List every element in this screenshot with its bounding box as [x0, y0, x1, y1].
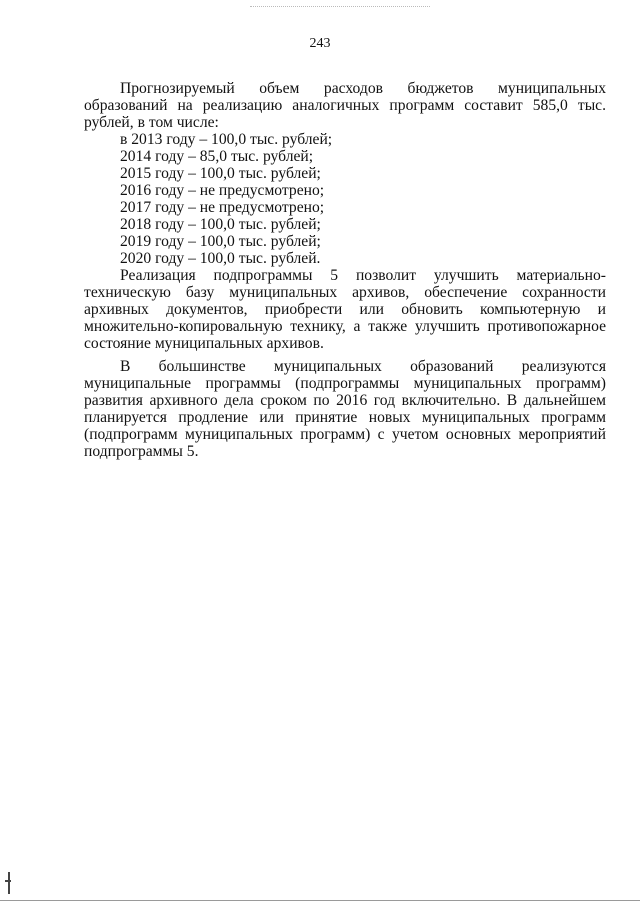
- year-item-2014: 2014 году – 85,0 тыс. рублей;: [120, 148, 314, 165]
- year-item-2017: 2017 году – не предусмотрено;: [120, 199, 325, 216]
- year-item-2020: 2020 году – 100,0 тыс. рублей.: [120, 250, 321, 267]
- paragraph-municipal-programs: В большинстве муниципальных образований реализуются муниципальные программы (подпрограммы муниципальных программ) развития архивного дела сроком по 2016 год включительно. В дальнейшем планируется продление или принятие новых муниципальных программ (подпрограмм муниципальных программ) с учетом основных мероприятий подпрограммы 5.: [84, 358, 606, 460]
- year-item-2019: 2019 году – 100,0 тыс. рублей;: [120, 233, 321, 250]
- year-funding-list: [84, 131, 606, 267]
- scan-artifact-bottom-line: [0, 900, 640, 901]
- year-item-2016: 2016 году – не предусмотрено;: [120, 182, 325, 199]
- paragraph-budget-forecast: Прогнозируемый объем расходов бюджетов муниципальных образований на реализацию аналогичных программ составит 585,0 тыс. рублей, в том числе:: [84, 80, 606, 131]
- year-item-2013: в 2013 году – 100,0 тыс. рублей;: [120, 131, 333, 148]
- page-number: 243: [309, 36, 331, 51]
- document-body: [84, 80, 606, 460]
- paragraph-subprogram-outcome: Реализация подпрограммы 5 позволит улучшить материально-техническую базу муниципальных архивов, обеспечение сохранности архивных документов, приобрести или обновить компьютерную и множительно-копировальную технику, а также улучшить противопожарное состояние муниципальных архивов.: [84, 267, 606, 352]
- scan-artifact-top: [250, 6, 430, 8]
- scan-artifact-mark: [8, 872, 10, 894]
- year-item-2015: 2015 году – 100,0 тыс. рублей;: [120, 165, 321, 182]
- year-item-2018: 2018 году – 100,0 тыс. рублей;: [120, 216, 321, 233]
